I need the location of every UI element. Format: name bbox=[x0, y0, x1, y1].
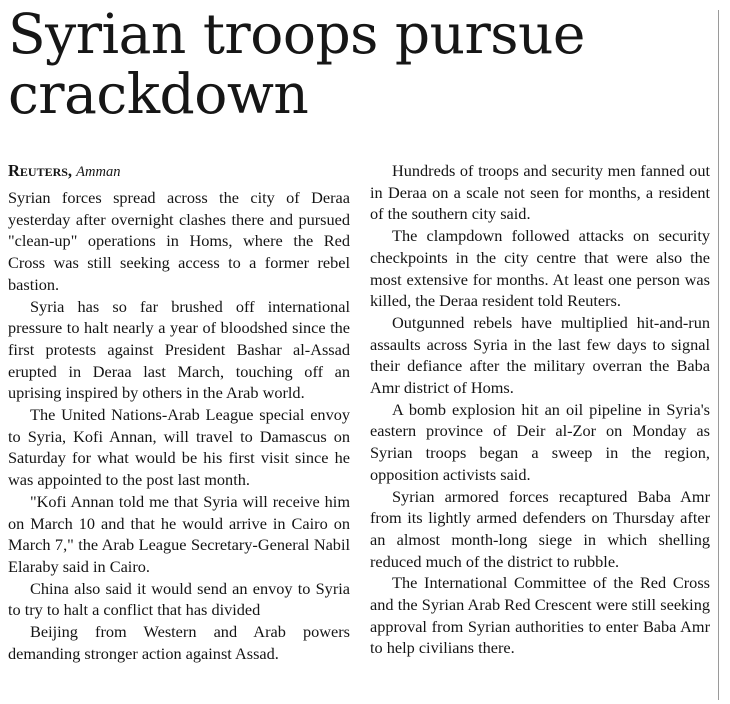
article-paragraph: "Kofi Annan told me that Syria will receive him on March 10 and that he would arrive in Cairo on March 7," the Arab League Secretary-General Nabil Elaraby said in Cairo. bbox=[8, 491, 350, 576]
byline-agency: Reuters, bbox=[8, 161, 73, 180]
article-column-left bbox=[8, 160, 350, 664]
article-paragraph: Syrian armored forces recaptured Baba Amr from its lightly armed defenders on Thursday after an almost month-long siege in which shelling reduced much of the district to rubble. bbox=[370, 486, 710, 571]
article-column-right bbox=[370, 160, 710, 659]
article-paragraph: The clampdown followed attacks on security checkpoints in the city centre that were also the most extensive for months. At least one person was killed, the Deraa resident told Reuters. bbox=[370, 226, 710, 311]
column-rule bbox=[718, 10, 719, 700]
article-paragraph: The United Nations-Arab League special envoy to Syria, Kofi Annan, will travel to Damascus on Saturday for what would be his first visit since he was appointed to the post last month. bbox=[8, 405, 350, 490]
article-paragraph: Beijing from Western and Arab powers demanding stronger action against Assad. bbox=[8, 622, 350, 663]
article-paragraph: Syria has so far brushed off international pressure to halt nearly a year of bloodshed since the first protests against President Bashar al-Assad erupted in Deraa last March, touching off an uprising inspired by others in the Arab world. bbox=[8, 296, 350, 403]
article-paragraph: A bomb explosion hit an oil pipeline in Syria's eastern province of Deir al-Zor on Monday as Syrian troops began a sweep in the region, opposition activists said. bbox=[370, 399, 710, 484]
article-paragraph: Outgunned rebels have multiplied hit-and-run assaults across Syria in the last few days to signal their defiance after the military overran the Baba Amr district of Homs. bbox=[370, 312, 710, 398]
article-paragraph: The International Committee of the Red Cross and the Syrian Arab Red Crescent were still seeking approval from Syrian authorities to enter Baba Amr to help civilians there. bbox=[370, 573, 710, 658]
byline-place: Amman bbox=[76, 164, 121, 180]
article-paragraph: Hundreds of troops and security men fanned out in Deraa on a scale not seen for months, a resident of the southern city said. bbox=[370, 161, 710, 224]
article-paragraph: Syrian forces spread across the city of Deraa yesterday after overnight clashes there and pursued "clean-up" operations in Homs, where the Red Cross was still seeking access to a former rebel bastion. bbox=[8, 188, 350, 294]
headline: Syrian troops pursue crackdown bbox=[8, 2, 585, 126]
article-paragraph: China also said it would send an envoy to Syria to try to halt a conflict that has divided bbox=[8, 578, 350, 620]
byline bbox=[8, 160, 350, 183]
